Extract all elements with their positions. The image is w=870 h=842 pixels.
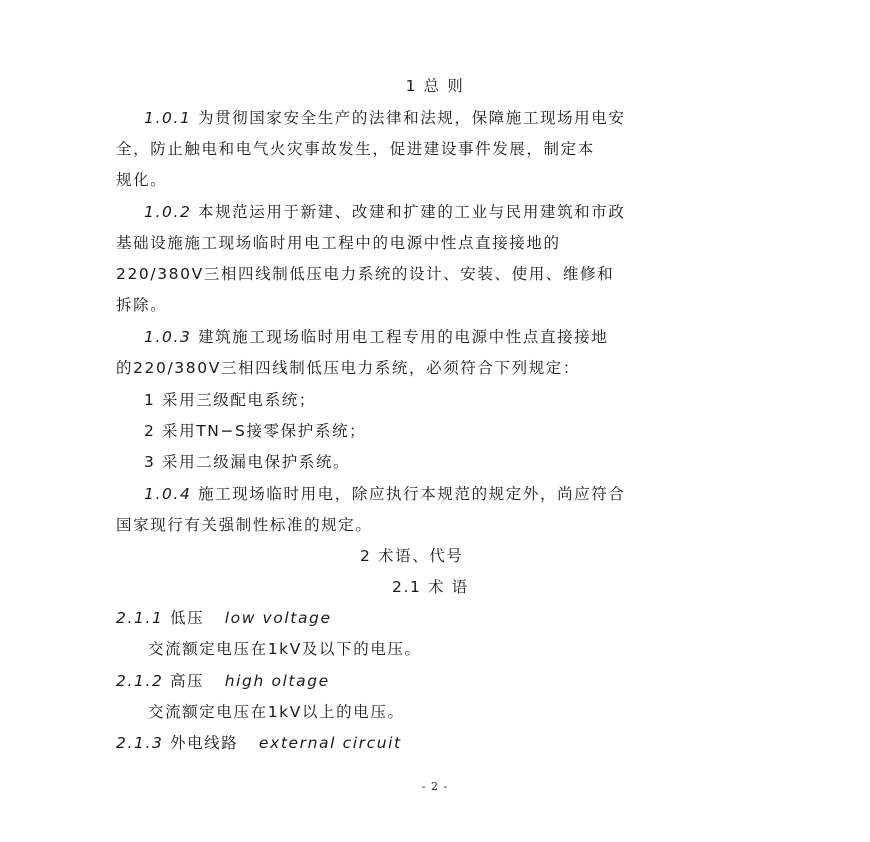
clause-1-0-3-item-2: 2 采用TN−S接零保护系统； (144, 422, 367, 440)
clause-text: 为贯彻国家安全生产的法律和法规，保障施工现场用电安 (197, 109, 626, 127)
term-number: 2.1.2 (116, 672, 164, 690)
clause-1-0-2-line-2: 基础设施施工现场临时用电工程中的电源中性点直接接地的 (116, 234, 561, 252)
term-2-1-1 (116, 608, 332, 628)
clause-number: 1.0.2 (144, 203, 192, 221)
chapter-2-title: 2 术语、代号 (360, 547, 464, 565)
term-en: high oltage (224, 672, 330, 690)
clause-1-0-1-line-3: 规化。 (116, 171, 168, 189)
clause-1-0-3-line-2: 的220/380V三相四线制低压电力系统，必须符合下列规定： (116, 359, 580, 377)
term-2-1-2 (116, 671, 330, 691)
term-2-1-2-definition: 交流额定电压在1kV以上的电压。 (148, 703, 405, 721)
section-2-1-title: 2.1 术 语 (392, 578, 469, 596)
clause-text: 建筑施工现场临时用电工程专用的电源中性点直接接地 (197, 328, 609, 346)
term-en: external circuit (258, 734, 402, 752)
term-number: 2.1.1 (116, 609, 164, 627)
clause-text: 施工现场临时用电，除应执行本规范的规定外，尚应符合 (197, 485, 626, 503)
term-2-1-1-definition: 交流额定电压在1kV及以下的电压。 (148, 640, 422, 658)
clause-1-0-2-line-3: 220/380V三相四线制低压电力系统的设计、安装、使用、维修和 (116, 265, 615, 283)
term-2-1-3 (116, 733, 402, 753)
chapter-1-title: 1 总 则 (405, 77, 465, 95)
term-cn: 外电线路 (169, 734, 239, 752)
clause-1-0-2-line-4: 拆除。 (116, 296, 168, 314)
clause-1-0-3-item-3: 3 采用二级漏电保护系统。 (144, 453, 351, 471)
term-cn: 低压 (169, 609, 205, 627)
term-cn: 高压 (169, 672, 205, 690)
clause-1-0-2-line-1 (144, 202, 626, 222)
clause-1-0-4-line-2: 国家现行有关强制性标准的规定。 (116, 516, 373, 534)
page-number: - 2 - (421, 780, 449, 793)
clause-1-0-4-line-1 (144, 484, 626, 504)
term-number: 2.1.3 (116, 734, 164, 752)
clause-number: 1.0.3 (144, 328, 192, 346)
term-en: low voltage (224, 609, 332, 627)
clause-1-0-1-line-1 (144, 108, 626, 128)
clause-1-0-1-line-2: 全，防止触电和电气火灾事故发生，促进建设事件发展，制定本 (116, 140, 595, 158)
clause-number: 1.0.1 (144, 109, 192, 127)
clause-text: 本规范运用于新建、改建和扩建的工业与民用建筑和市政 (197, 203, 626, 221)
clause-number: 1.0.4 (144, 485, 192, 503)
clause-1-0-3-line-1 (144, 327, 608, 347)
clause-1-0-3-item-1: 1 采用三级配电系统； (144, 391, 316, 409)
